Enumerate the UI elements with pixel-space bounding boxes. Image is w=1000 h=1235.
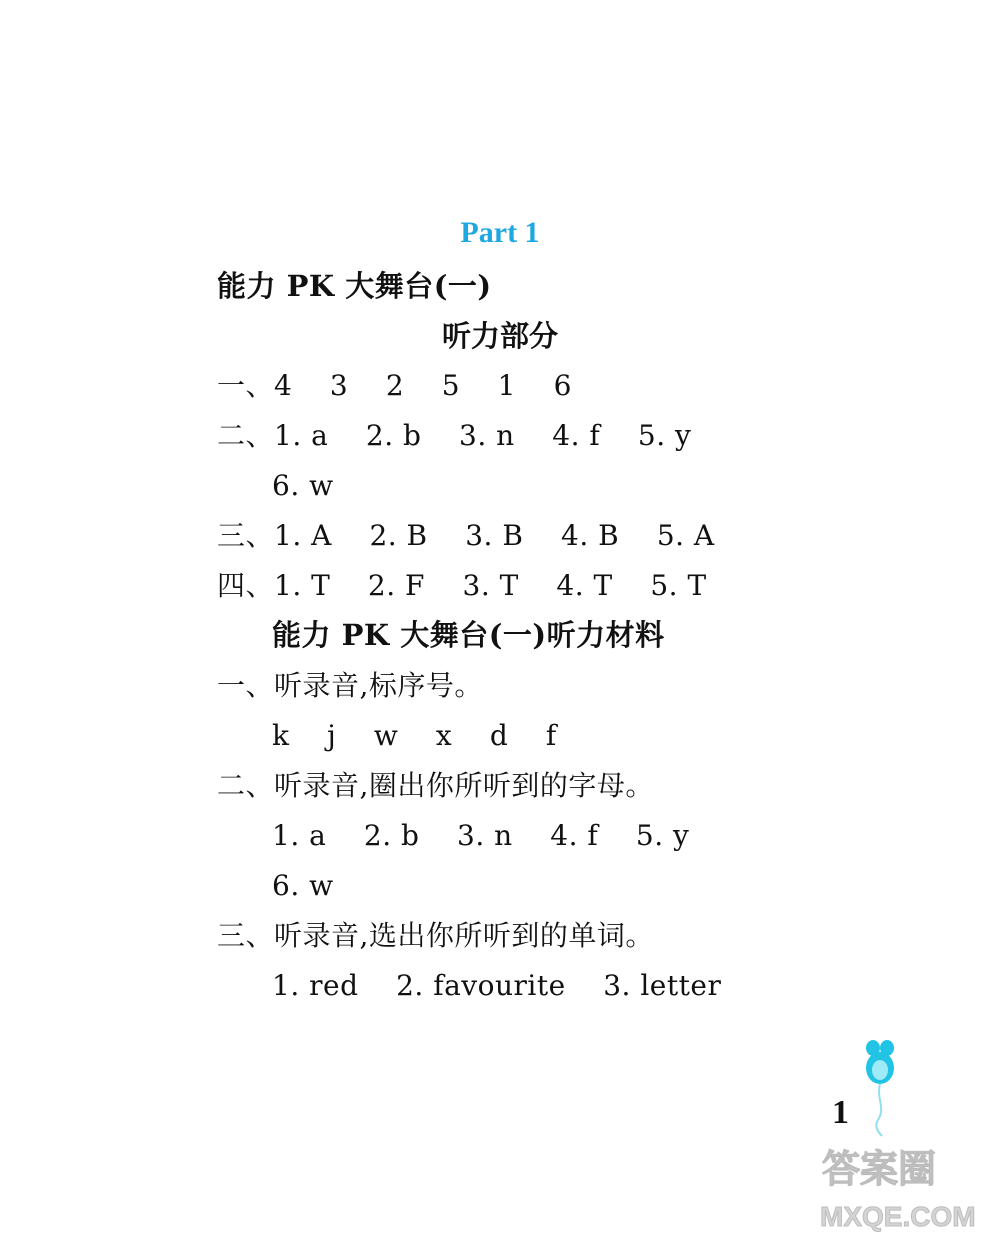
watermark-logo — [818, 1140, 994, 1232]
material-line-2: k j w x d f — [272, 719, 557, 752]
listening-heading: 听力部分 — [441, 319, 558, 353]
material-line-5: 6. w — [272, 869, 334, 902]
answer-line-5: 四、1. T 2. F 3. T 4. T 5. T — [217, 569, 707, 602]
answer-line-1: 一、4 3 2 5 1 6 — [217, 369, 572, 402]
material-line-6: 三、听录音,选出你所听到的单词。 — [217, 919, 654, 952]
answer-line-4: 三、1. A 2. B 3. B 4. B 5. A — [217, 519, 715, 552]
part-title: Part 1 — [460, 216, 540, 249]
material-line-4: 1. a 2. b 3. n 4. f 5. y — [272, 819, 690, 852]
material-line-3: 二、听录音,圈出你所听到的字母。 — [217, 769, 654, 802]
answer-line-3: 6. w — [272, 469, 334, 502]
svg-text:答案圈: 答案圈 — [822, 1149, 937, 1191]
material-heading: 能力 PK 大舞台(一)听力材料 — [272, 618, 665, 652]
material-line-7: 1. red 2. favourite 3. letter — [272, 969, 722, 1002]
svg-text:MXQE.COM: MXQE.COM — [820, 1201, 976, 1232]
material-line-1: 一、听录音,标序号。 — [217, 669, 483, 702]
page-number: 1 — [832, 1094, 849, 1131]
section-title: 能力 PK 大舞台(一) — [217, 269, 492, 303]
answer-line-2: 二、1. a 2. b 3. n 4. f 5. y — [217, 419, 692, 452]
cyan-mouse-mascot-icon — [862, 1038, 898, 1138]
